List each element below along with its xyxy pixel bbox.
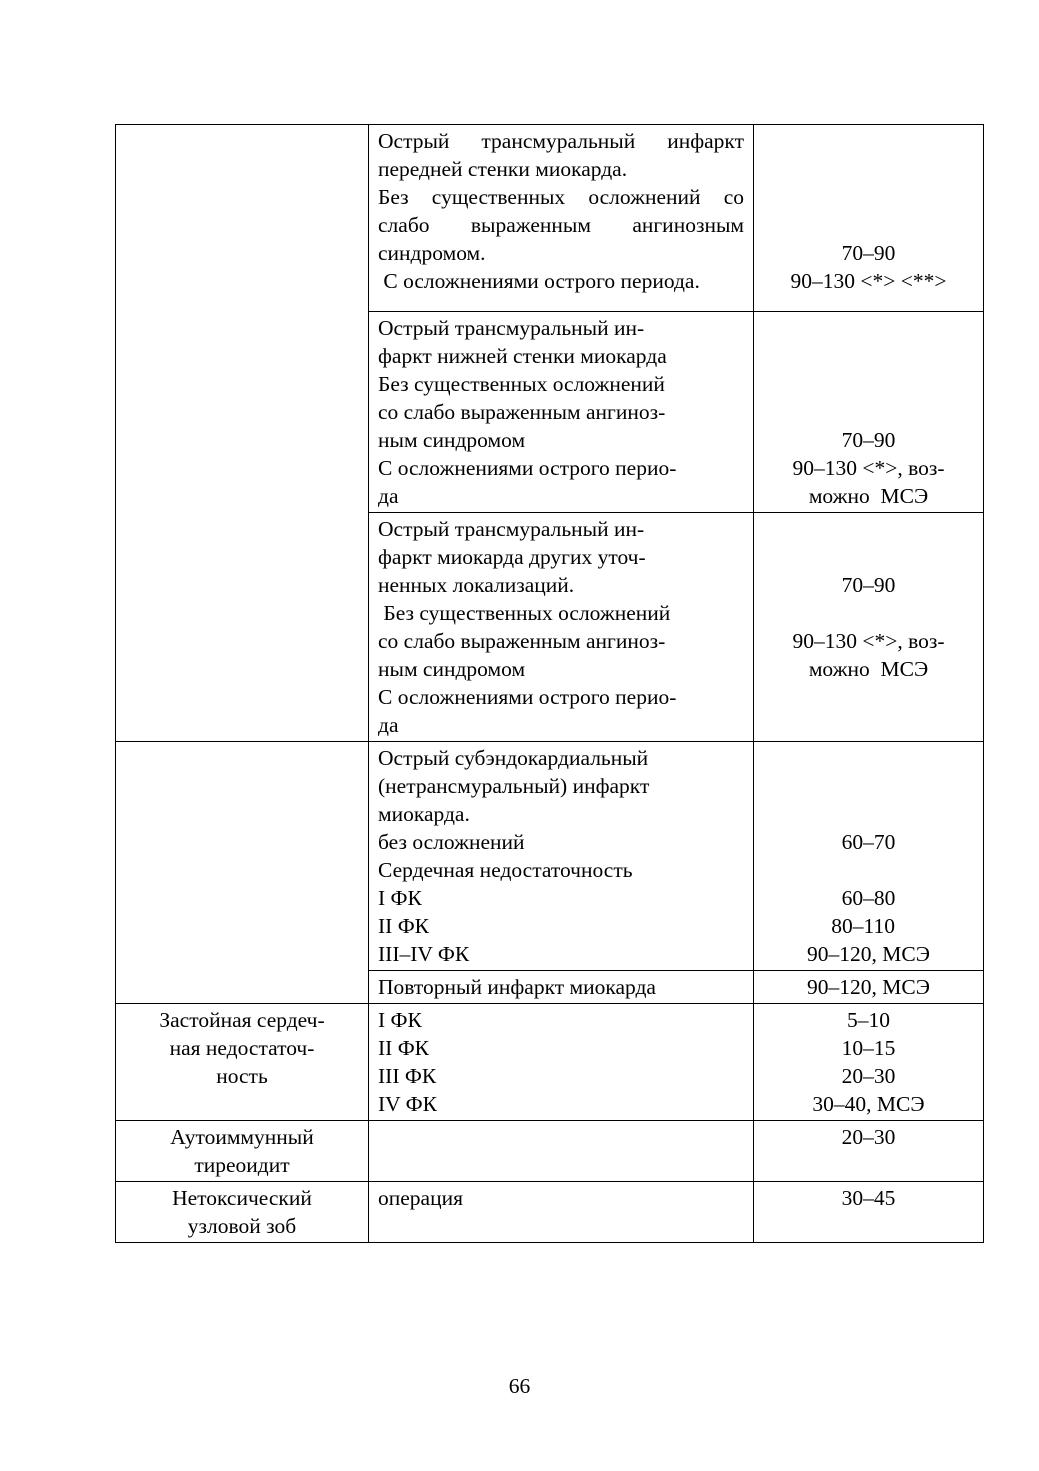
cell-line: I ФК (378, 886, 422, 910)
cell-line: III–IV ФК (378, 942, 470, 966)
cell-line: можно МСЭ (808, 484, 929, 508)
cell-line: 60–80 (841, 886, 896, 910)
cell-line: 70–90 (841, 573, 896, 597)
cell-line: можно МСЭ (808, 657, 929, 681)
description-cell (369, 125, 754, 312)
cell-line: ность (216, 1064, 268, 1088)
condition-cell (116, 742, 369, 1004)
cell-line: 20–30 (841, 1125, 896, 1149)
cell-line: Острый трансмуральный инфаркт (378, 129, 744, 153)
medical-table (115, 124, 984, 1243)
cell-line: I ФК (378, 1008, 422, 1032)
cell-line: да (378, 484, 399, 508)
cell-line: Острый трансмуральный ин- (378, 316, 645, 340)
cell-line (763, 370, 974, 398)
cell-line: фаркт миокарда других уточ- (378, 545, 646, 569)
days-cell (754, 125, 984, 312)
cell-line: 30–45 (841, 1186, 896, 1210)
cell-line: ным синдромом (378, 657, 526, 681)
cell-line: II ФК (378, 914, 430, 938)
cell-line: Аутоиммунный (170, 1125, 314, 1149)
cell-line: Без существенных осложнений со (378, 185, 744, 209)
cell-line: (нетрансмуральный) инфаркт (378, 774, 650, 798)
cell-line: ненных локализаций. (378, 573, 575, 597)
cell-line: операция (378, 1186, 463, 1210)
days-cell (754, 742, 984, 971)
cell-line: 90–130 <*>, воз- (792, 629, 945, 653)
cell-line (763, 342, 974, 370)
cell-line: Застойная сердеч- (159, 1008, 325, 1032)
cell-line: слабо выраженным ангинозным (378, 213, 744, 237)
table-row (116, 742, 984, 971)
cell-line (763, 155, 974, 183)
page-number: 66 (508, 1374, 531, 1398)
days-cell (754, 312, 984, 513)
cell-line: Сердечная недостаточность (378, 858, 633, 882)
cell-line: 10–15 (841, 1036, 896, 1060)
condition-cell (116, 1182, 369, 1243)
cell-line (763, 543, 974, 571)
days-cell (754, 1121, 984, 1182)
condition-cell (116, 125, 369, 742)
cell-line (763, 211, 974, 239)
cell-line: со слабо выраженным ангиноз- (378, 400, 666, 424)
condition-cell (116, 1004, 369, 1121)
cell-line: 20–30 (841, 1064, 896, 1088)
cell-line: 90–130 <*>, воз- (792, 456, 945, 480)
cell-line: II ФК (378, 1036, 430, 1060)
description-cell (369, 312, 754, 513)
cell-line: без осложнений (378, 830, 525, 854)
description-cell (369, 1121, 754, 1182)
cell-line (763, 314, 974, 342)
cell-line: С осложнениями острого периода. (378, 269, 700, 293)
cell-line: тиреоидит (194, 1153, 290, 1177)
cell-line: синдромом. (378, 241, 486, 265)
cell-line: 90–130 <*> <**> (790, 269, 947, 293)
cell-line: Нетоксический (172, 1186, 312, 1210)
days-cell (754, 1182, 984, 1243)
cell-line (763, 800, 974, 828)
cell-line: 80–110 (831, 914, 906, 938)
description-cell (369, 1004, 754, 1121)
cell-line: Без существенных осложнений (378, 601, 671, 625)
cell-line: Острый субэндокардиальный (378, 746, 649, 770)
cell-line (763, 183, 974, 211)
cell-line: передней стенки миокарда. (378, 157, 628, 181)
cell-line: узловой зоб (187, 1214, 297, 1238)
days-cell (754, 1004, 984, 1121)
cell-line: 90–120, МСЭ (807, 942, 930, 966)
cell-line: миокарда. (378, 802, 470, 826)
cell-line: IV ФК (378, 1092, 437, 1116)
cell-line: фаркт нижней стенки миокарда (378, 344, 667, 368)
table-row (116, 1121, 984, 1182)
cell-line: 70–90 (841, 241, 896, 265)
cell-line: 30–40, МСЭ (812, 1092, 925, 1116)
cell-line: 90–120, МСЭ (807, 975, 930, 999)
table-body (116, 125, 984, 1243)
days-cell (754, 971, 984, 1004)
description-cell (369, 971, 754, 1004)
table-row (116, 1182, 984, 1243)
cell-line: ная недостаточ- (169, 1036, 315, 1060)
cell-line (763, 772, 974, 800)
cell-line (763, 599, 974, 627)
cell-line: да (378, 713, 399, 737)
cell-line: ным синдромом (378, 428, 526, 452)
cell-line: 60–70 (841, 830, 896, 854)
cell-line: С осложнениями острого перио- (378, 685, 677, 709)
description-cell (369, 513, 754, 742)
cell-line: III ФК (378, 1064, 437, 1088)
cell-line: Острый трансмуральный ин- (378, 517, 645, 541)
cell-line (763, 515, 974, 543)
cell-line: Повторный инфаркт миокарда (378, 975, 656, 999)
cell-line: со слабо выраженным ангиноз- (378, 629, 666, 653)
cell-line: С осложнениями острого перио- (378, 456, 677, 480)
condition-cell (116, 1121, 369, 1182)
cell-line (763, 856, 974, 884)
cell-line: 5–10 (847, 1008, 890, 1032)
cell-line (763, 398, 974, 426)
cell-line (763, 744, 974, 772)
table-row (116, 1004, 984, 1121)
description-cell (369, 742, 754, 971)
description-cell (369, 1182, 754, 1243)
cell-line: 70–90 (841, 428, 896, 452)
cell-line: Без существенных осложнений (378, 372, 665, 396)
days-cell (754, 513, 984, 742)
cell-line (763, 127, 974, 155)
table-row (116, 125, 984, 312)
